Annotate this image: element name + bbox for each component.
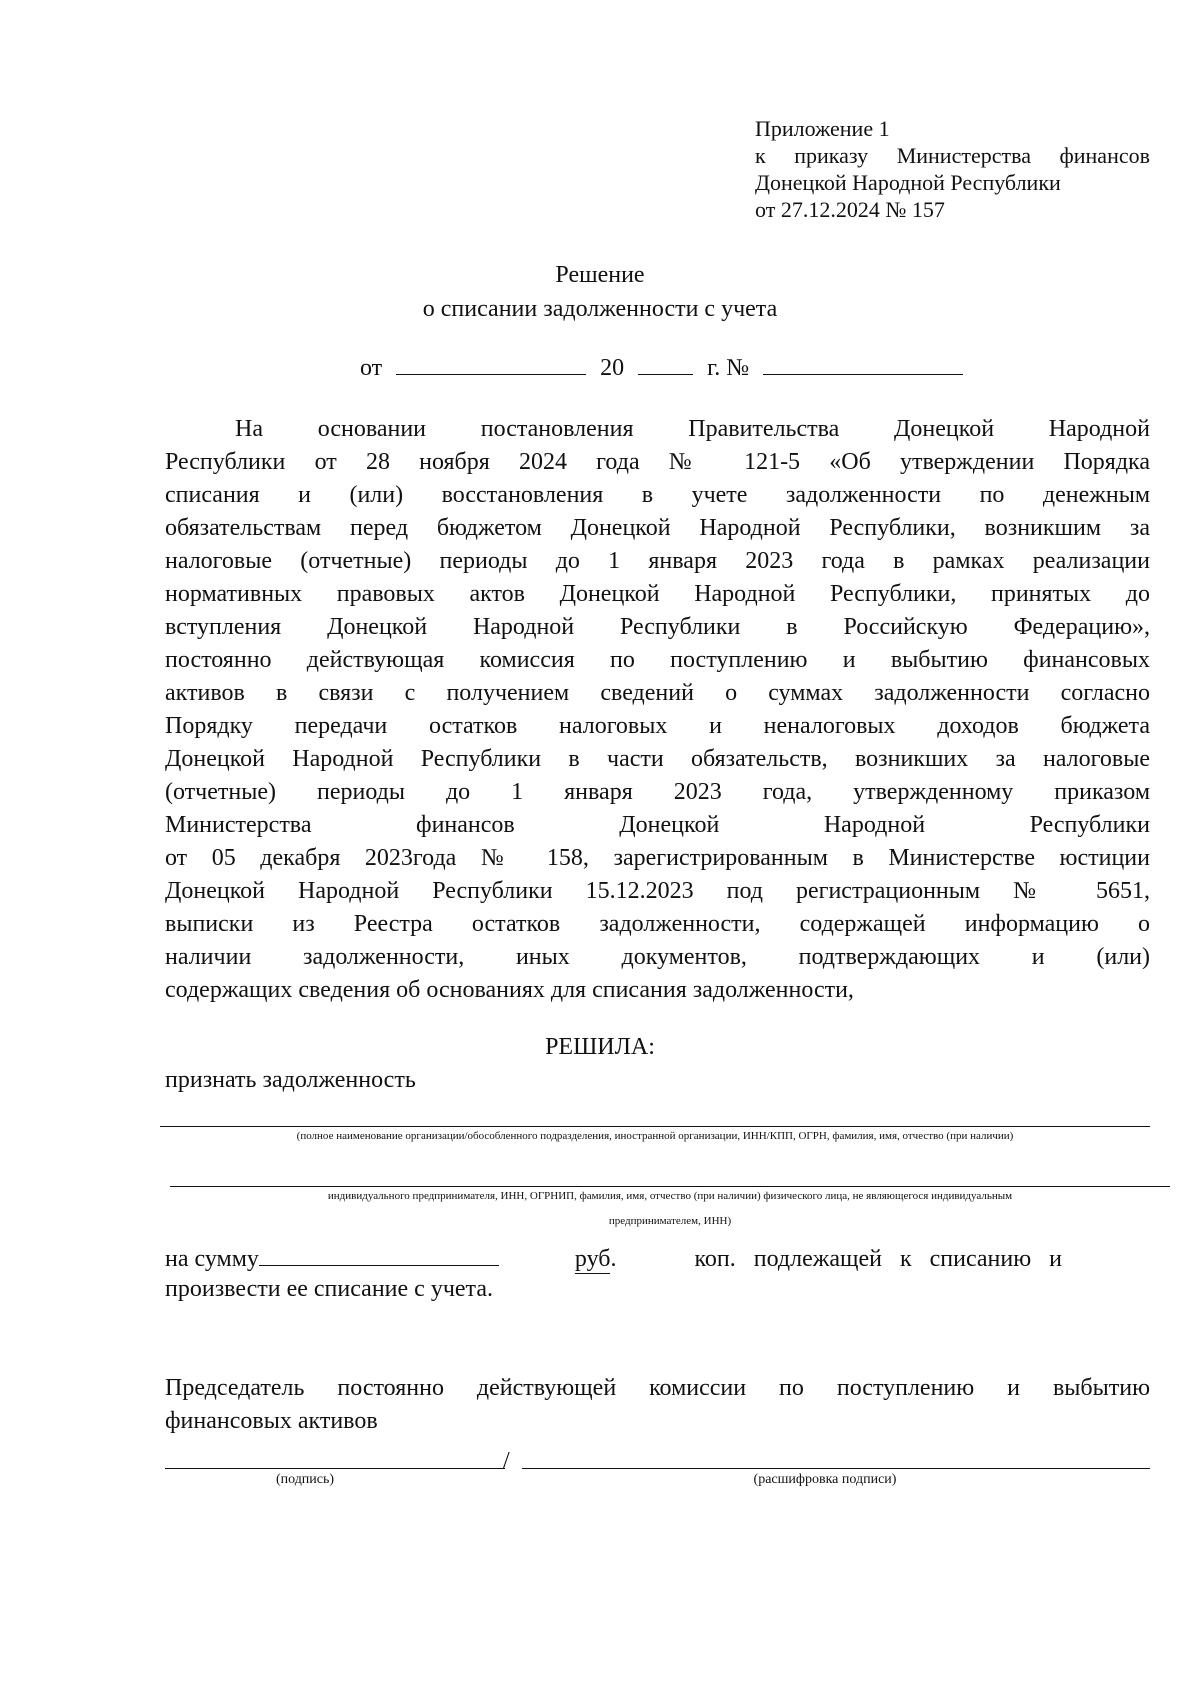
signature-slash: / [503,1448,510,1474]
signature-hint: (подпись) [275,1472,335,1487]
body-line: постоянно действующая комиссия по поступлению и выбытию финансовых [165,647,1150,673]
date-prefix: от [360,355,383,381]
signature-line [165,1468,505,1469]
debtor-name-line [160,1126,1150,1127]
date-blank [396,352,586,375]
body-paragraph [165,413,1150,1007]
body-line: обязательствам перед бюджетом Донецкой Народной Республики, возникшим за [165,515,1150,541]
annex-line-2: к приказу Министерства финансов [755,143,1150,168]
body-line: Донецкой Народной Республики в части обязательств, возникших за налоговые [165,746,1150,772]
rub-label: руб [574,1246,611,1272]
write-off-text: произвести ее списание с учета. [165,1276,493,1302]
body-line: содержащих сведения об основаниях для списания задолженности, [165,977,854,1003]
chairman-block [165,1372,1150,1438]
annex-line-3: Донецкой Народной Республики [755,170,1061,195]
body-line: Донецкой Народной Республики 15.12.2023 под регистрационным № 5651, [165,878,1150,904]
body-line: вступления Донецкой Народной Республики в Российскую Федерацию», [165,614,1150,640]
body-line: наличии задолженности, иных документов, подтверждающих и (или) [165,944,1150,970]
sum-prefix: на сумму [165,1246,259,1272]
document-subtitle: о списании задолженности с учета [422,296,778,322]
rub-dot: . [610,1246,617,1272]
document-title: Решение [555,262,645,288]
chairman-title-line-2: финансовых активов [165,1408,378,1434]
body-line: (отчетные) периоды до 1 января 2023 года, утвержденному приказом [165,779,1150,805]
body-line: от 05 декабря 2023года № 158, зарегистрированным в Министерстве юстиции [165,845,1150,871]
debtor-name-hint-3: предпринимателем, ИНН) [608,1215,732,1227]
signature-decode-line [522,1468,1150,1469]
debtor-name-line-2 [170,1186,1170,1187]
body-line: Порядку передачи остатков налоговых и неналоговых доходов бюджета [165,713,1150,739]
annex-line-4: от 27.12.2024 № 157 [755,197,945,222]
body-line: списания и (или) восстановления в учете задолженности по денежным [165,482,1150,508]
annex-line-1: Приложение 1 [755,116,890,141]
recognize-text: признать задолженность [165,1067,416,1093]
sum-rest: коп. подлежащей к списанию и [694,1246,1063,1272]
body-line: налоговые (отчетные) периоды до 1 января 2023 года в рамках реализации [165,548,1150,574]
debtor-name-hint: (полное наименование организации/обособленного подразделения, иностранной организации, ИНН/КПП, ОГРН, фамилия, имя, отчество (при наличии) [296,1130,1014,1142]
sum-line [165,1243,1150,1274]
body-line: Республики от 28 ноября 2024 года № 121-5 «Об утверждении Порядка [165,449,1150,475]
year-blank [638,352,693,375]
sum-blank [259,1243,499,1266]
number-blank [763,352,963,375]
chairman-title-line-1: Председатель постоянно действующей комиссии по поступлению и выбытию [165,1375,1150,1401]
body-line: выписки из Реестра остатков задолженности, содержащей информацию о [165,911,1150,937]
body-line: нормативных правовых актов Донецкой Народной Республики, принятых до [165,581,1150,607]
annex-block [755,115,1150,223]
body-line: На основании постановления Правительства Донецкой Народной [235,416,1150,442]
body-line: активов в связи с получением сведений о суммах задолженности согласно [165,680,1150,706]
body-line: Министерства финансов Донецкой Народной Республики [165,812,1150,838]
year-prefix: 20 [600,355,625,381]
number-prefix: г. № [707,355,750,381]
decision-heading: РЕШИЛА: [545,1034,655,1060]
signature-decode-hint: (расшифровка подписи) [753,1472,897,1487]
debtor-name-hint-2: индивидуального предпринимателя, ИНН, ОГРНИП, фамилия, имя, отчество (при наличии) физического лица, не являющегося индивидуальным [327,1190,1013,1202]
date-line [360,352,963,382]
